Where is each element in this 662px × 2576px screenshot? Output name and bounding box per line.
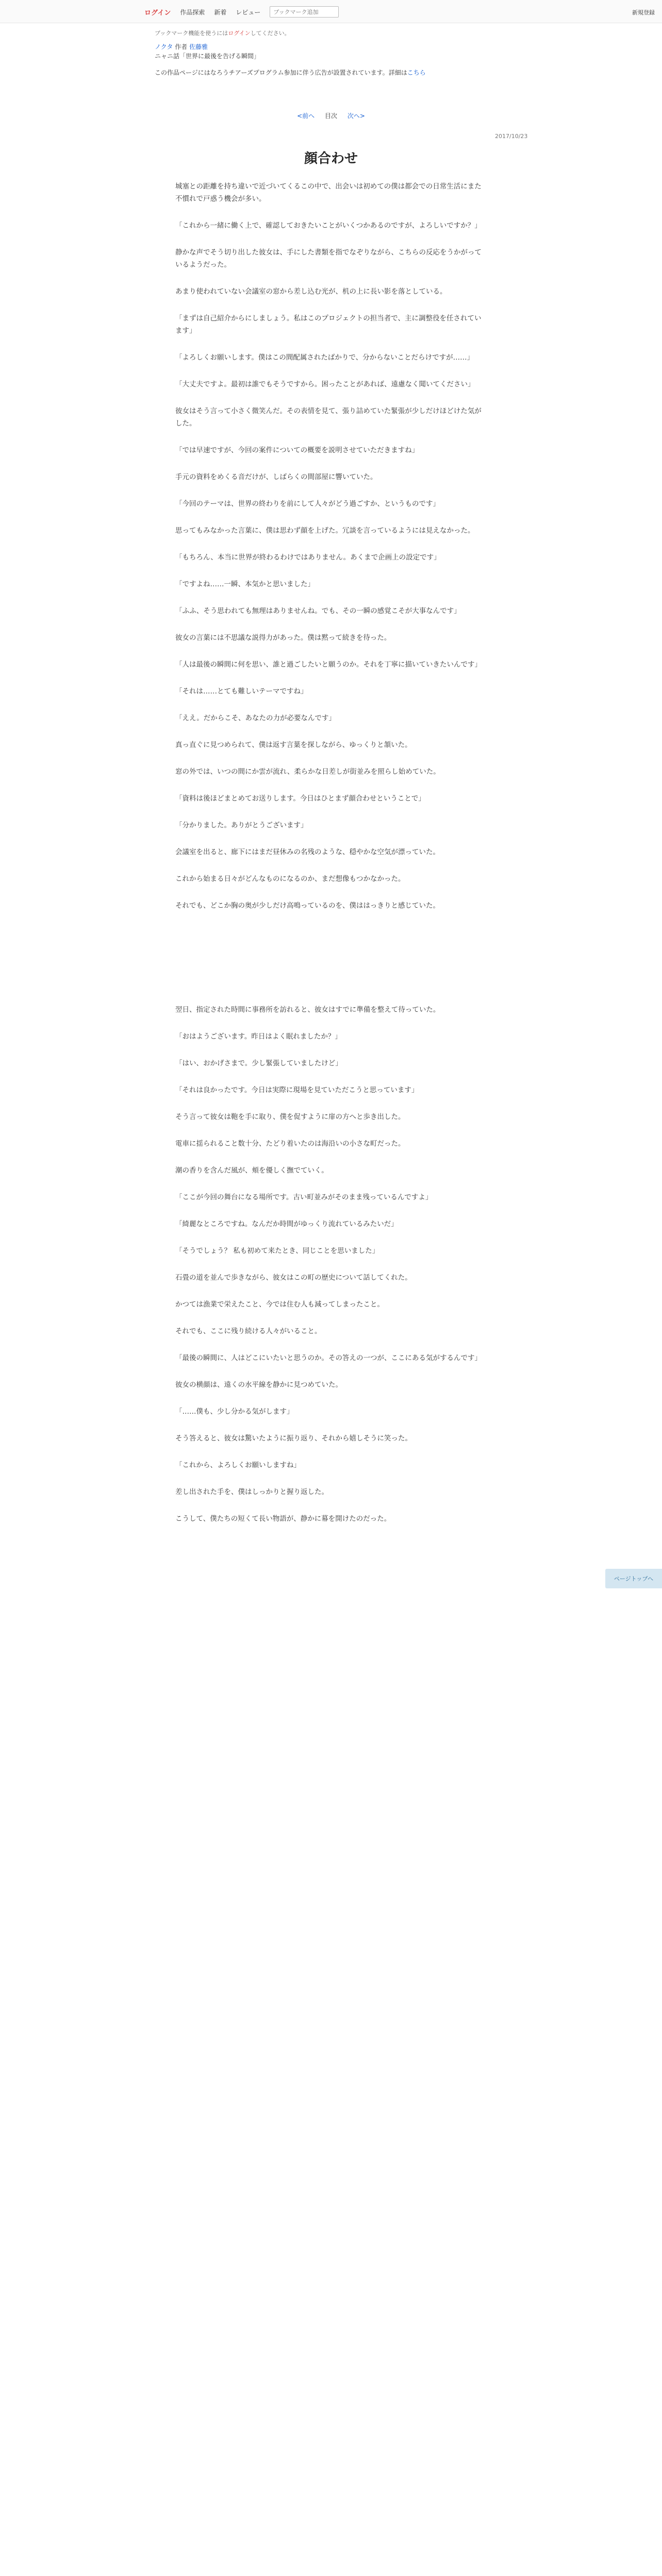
bookmark-note <box>155 29 516 37</box>
prev-link[interactable]: <前へ <box>297 112 315 120</box>
page-top-button[interactable]: ページトップへ <box>605 1569 662 1588</box>
body-paragraph: 「ふふ、そう思われても無理はありませんね。でも、その一瞬の感覚こそが大事なんです」 <box>175 607 461 615</box>
series-label-link[interactable]: ノクタ <box>155 43 173 50</box>
next-link[interactable]: 次へ> <box>347 112 365 120</box>
body-paragraph: 「おはようございます。昨日はよく眠れましたか？」 <box>175 1032 342 1041</box>
body-paragraph: 思ってもみなかった言葉に、僕は思わず顔を上げた。冗談を言っているようには見えなかった。 <box>175 527 475 535</box>
body-paragraph: 「まずは自己紹介からにしましょう。私はこのプロジェクトの担当者で、主に調整役を任されています」 <box>175 314 482 335</box>
nav-link-explore[interactable]: 作品探索 <box>180 8 205 16</box>
body-paragraph: 「もちろん、本当に世界が終わるわけではありません。あくまで企画上の設定です」 <box>175 553 441 562</box>
body-paragraph: 「分かりました。ありがとうございます」 <box>175 821 308 829</box>
body-paragraph: そう答えると、彼女は驚いたように振り返り、それから嬉しそうに笑った。 <box>175 1434 412 1443</box>
body-paragraph: 会議室を出ると、廊下にはまだ昼休みの名残のような、穏やかな空気が漂っていた。 <box>175 848 440 856</box>
pager-top <box>0 111 662 120</box>
body-paragraph: 「では早速ですが、今回の案件についての概要を説明させていただきますね」 <box>175 446 419 454</box>
bookmark-login-link[interactable]: ログイン <box>228 30 251 37</box>
post-date: 2017/10/23 <box>495 133 528 140</box>
body-paragraph: 彼女の言葉には不思議な説得力があった。僕は黙って続きを待った。 <box>175 634 391 642</box>
body-paragraph: あまり使われていない会議室の窓から差し込む光が、机の上に長い影を落としている。 <box>175 287 447 296</box>
body-paragraph: 彼女の横顔は、遠くの水平線を静かに見つめていた。 <box>175 1381 342 1389</box>
body-paragraph: 手元の資料をめくる音だけが、しばらくの間部屋に響いていた。 <box>175 473 377 481</box>
body-paragraph: 城塞との距離を持ち違いで近づいてくるこの中で、出会いは初めての僕は都会での日常生活にまた不慣れで戸惑う機会が多い。 <box>175 182 482 203</box>
register-link[interactable]: 新規登録 <box>632 9 655 16</box>
nav-link-review[interactable]: レビュー <box>236 8 261 16</box>
body-paragraph: 「人は最後の瞬間に何を思い、誰と過ごしたいと願うのか。それを丁寧に描いていきたいんです」 <box>175 660 482 669</box>
body-section-2 <box>175 1004 485 1525</box>
body-paragraph: 潮の香りを含んだ風が、頬を優しく撫でていく。 <box>175 1166 328 1175</box>
series-author-label: 作者 <box>175 43 188 50</box>
body-paragraph: かつては漁業で栄えたこと、今では住む人も減ってしまったこと。 <box>175 1300 384 1309</box>
body-paragraph: 「最後の瞬間に、人はどこにいたいと思うのか。その答えの一つが、ここにある気がするんです」 <box>175 1354 482 1362</box>
ad-note-text: この作品ページにはなろうチアーズプログラム参加に伴う広告が設置されています。詳細は <box>155 69 407 76</box>
body-paragraph: 「綺麗なところですね。なんだか時間がゆっくり流れているみたいだ」 <box>175 1220 398 1228</box>
body-paragraph: そう言って彼女は鞄を手に取り、僕を促すように扉の方へと歩き出した。 <box>175 1113 405 1121</box>
body-paragraph: 「大丈夫ですよ。最初は誰でもそうですから。困ったことがあれば、遠慮なく聞いてください」 <box>175 380 475 388</box>
series-title: ニャニ話「世界に最後を告げる瞬間」 <box>155 53 260 60</box>
work-header <box>155 29 516 77</box>
ad-details-link[interactable]: こちら <box>407 69 426 76</box>
bookmark-note-suffix: してください。 <box>250 30 290 37</box>
index-link[interactable]: 目次 <box>324 112 337 120</box>
chapter-body <box>175 180 485 1539</box>
body-paragraph: 彼女はそう言って小さく微笑んだ。その表情を見て、張り詰めていた緊張が少しだけほどけた気がした。 <box>175 407 482 428</box>
body-paragraph: こうして、僕たちの短くて長い物語が、静かに幕を開けたのだった。 <box>175 1515 391 1523</box>
body-paragraph: それでも、どこか胸の奥が少しだけ高鳴っているのを、僕ははっきりと感じていた。 <box>175 902 440 910</box>
bookmark-note-text: ブックマーク機能を使うには <box>155 30 228 37</box>
author-link[interactable]: 佐藤雅 <box>189 43 208 50</box>
body-paragraph: 「そうでしょう？ 私も初めて来たとき、同じことを思いました」 <box>175 1247 379 1255</box>
body-paragraph: 翌日、指定された時間に事務所を訪れると、彼女はすでに準備を整えて待っていた。 <box>175 1006 440 1014</box>
section-break <box>175 926 485 1004</box>
body-paragraph: 窓の外では、いつの間にか雲が流れ、柔らかな日差しが街並みを照らし始めていた。 <box>175 768 440 776</box>
body-paragraph: 電車に揺られること数十分、たどり着いたのは海沿いの小さな町だった。 <box>175 1140 405 1148</box>
login-link[interactable]: ログイン <box>144 9 171 17</box>
body-section-1 <box>175 180 485 912</box>
body-paragraph: 石畳の道を並んで歩きながら、彼女はこの町の歴史について話してくれた。 <box>175 1274 412 1282</box>
body-paragraph: 「それは良かったです。今日は実際に現場を見ていただこうと思っています」 <box>175 1086 419 1094</box>
body-paragraph: 「ここが今回の舞台になる場所です。古い町並みがそのまま残っているんですよ」 <box>175 1193 433 1201</box>
nav-link-new[interactable]: 新着 <box>214 8 227 16</box>
body-paragraph: これから始まる日々がどんなものになるのか、まだ想像もつかなかった。 <box>175 875 405 883</box>
body-paragraph: 「今回のテーマは、世界の終わりを前にして人々がどう過ごすか、というものです」 <box>175 500 440 508</box>
body-paragraph: それでも、ここに残り続ける人々がいること。 <box>175 1327 322 1335</box>
body-paragraph: 「ですよね……一瞬、本気かと思いました」 <box>175 580 315 588</box>
body-paragraph: 静かな声でそう切り出した彼女は、手にした書類を指でなぞりながら、こちらの反応をうかがっているようだった。 <box>175 248 482 269</box>
top-navigation-links <box>144 6 339 18</box>
body-paragraph: 「これから一緒に働く上で、確認しておきたいことがいくつかあるのですが、よろしいですか？」 <box>175 222 482 230</box>
top-navigation-bar <box>0 0 662 23</box>
body-paragraph: 「ええ。だからこそ、あなたの力が必要なんです」 <box>175 714 336 722</box>
chapter-title: 顔合わせ <box>304 151 358 167</box>
body-paragraph: 差し出された手を、僕はしっかりと握り返した。 <box>175 1488 328 1496</box>
body-paragraph: 「よろしくお願いします。僕はこの間配属されたばかりで、分からないことだらけですが……」 <box>175 353 474 362</box>
body-paragraph: 「資料は後ほどまとめてお送りします。今日はひとまず顔合わせということで」 <box>175 794 425 803</box>
bookmark-add-input[interactable] <box>270 6 339 18</box>
series-line <box>155 42 516 52</box>
body-paragraph: 「はい、おかげさまで。少し緊張していましたけど」 <box>175 1059 342 1067</box>
body-paragraph: 真っ直ぐに見つめられて、僕は返す言葉を探しながら、ゆっくりと頷いた。 <box>175 741 412 749</box>
ad-note <box>155 68 516 77</box>
body-paragraph: 「それは……とても難しいテーマですね」 <box>175 687 308 696</box>
body-paragraph: 「これから、よろしくお願いしますね」 <box>175 1461 301 1469</box>
body-paragraph: 「……僕も、少し分かる気がします」 <box>175 1408 294 1416</box>
